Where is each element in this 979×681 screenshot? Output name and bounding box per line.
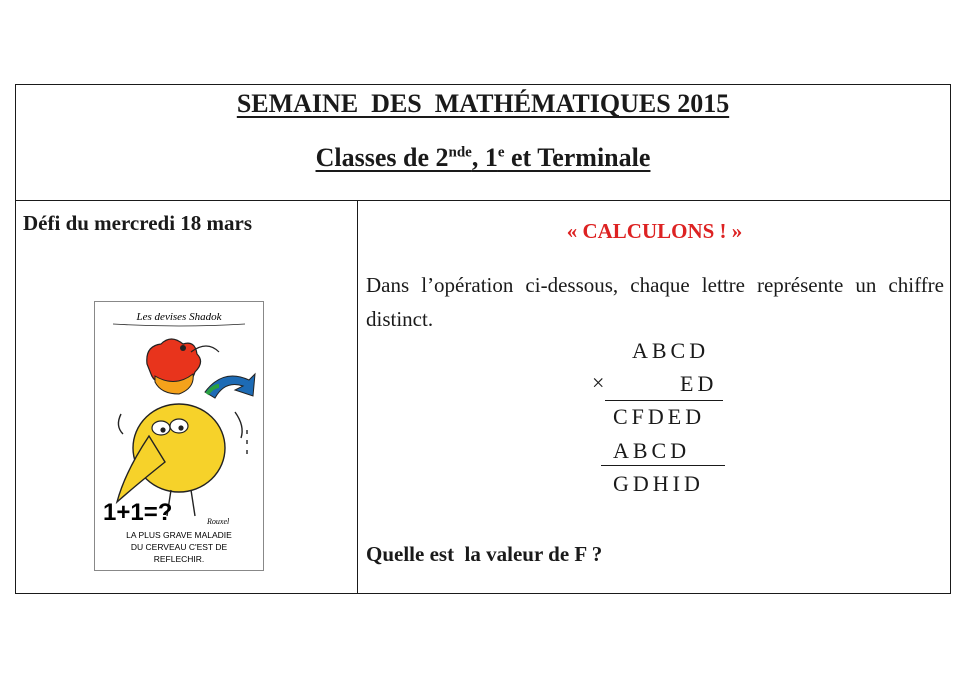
challenge-frame bbox=[15, 84, 951, 594]
page-title: SEMAINE DES MATHÉMATIQUES 2015 bbox=[236, 89, 730, 118]
challenge-question: Quelle est la valeur de F ? bbox=[366, 542, 603, 566]
illustration-signature: Rouxel bbox=[207, 517, 230, 526]
illustration-equation: 1+1=? bbox=[103, 499, 173, 526]
operation-row-3: CFDED bbox=[613, 404, 706, 429]
operation-result: GDHID bbox=[613, 471, 704, 496]
illustration-caption-3: REFLECHIR. bbox=[153, 554, 205, 564]
operation-row-2: ED bbox=[680, 371, 718, 396]
illustration-caption-2: DU CERVEAU C'EST DE bbox=[130, 542, 228, 552]
illustration-caption-top: Les devises Shadok bbox=[136, 311, 222, 323]
challenge-statement: Dans l’opération ci-dessous, chaque lettre représente un chiffre distinct. bbox=[366, 273, 944, 331]
illustration-caption-1: LA PLUS GRAVE MALADIE bbox=[126, 530, 232, 540]
shadok-illustration bbox=[94, 301, 264, 571]
page-subtitle: Classes de 2nde, 1e et Terminale bbox=[315, 143, 651, 172]
defi-date: Défi du mercredi 18 mars bbox=[23, 211, 253, 235]
operation-line-1 bbox=[605, 400, 723, 401]
column-divider bbox=[357, 200, 358, 593]
operation-row-4: ABCD bbox=[613, 438, 691, 463]
header-divider bbox=[16, 200, 950, 201]
operation-row-1: ABCD bbox=[632, 338, 710, 363]
operation-line-2 bbox=[601, 465, 725, 466]
operation-times-sign: × bbox=[592, 370, 605, 395]
challenge-title: « CALCULONS ! » bbox=[566, 219, 743, 243]
